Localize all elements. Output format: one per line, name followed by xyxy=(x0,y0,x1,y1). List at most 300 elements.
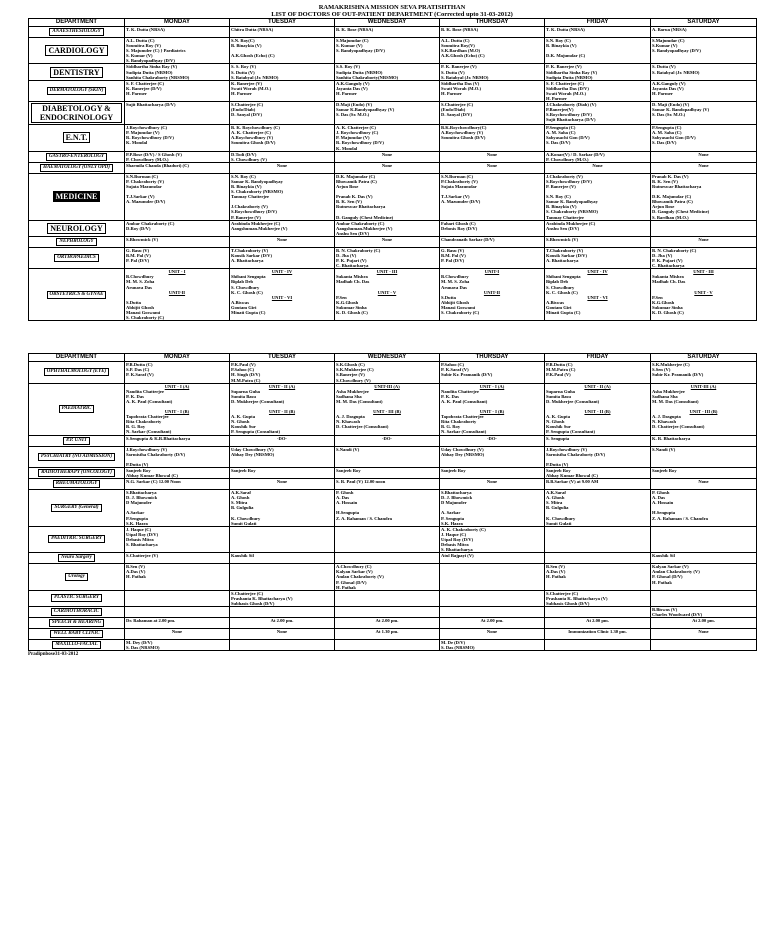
day-cell-thursday xyxy=(440,618,545,629)
doctor-line: Siddhartha Sinha Ray (V) xyxy=(546,69,598,75)
doctor-line: D. Mukherjee (Consultant) xyxy=(546,398,600,404)
doctor-line: N. Khawash xyxy=(336,419,360,425)
day-cell-saturday xyxy=(651,479,757,490)
doctor-line: Sukanta Mishra xyxy=(652,274,684,280)
doctor-line xyxy=(231,607,333,612)
doctor-line: A. Mazumder (D/V) xyxy=(126,199,166,205)
table-row xyxy=(29,173,757,220)
doctor-line: Debosis Roy (D/V) xyxy=(441,225,478,231)
doctor-line: H. Pathak xyxy=(336,584,356,590)
doctor-line: A. Ghosh xyxy=(231,495,250,501)
doctor-line: Tanmay Chatterjee xyxy=(231,194,269,200)
doctor-line: S.Bhattacharya xyxy=(126,490,157,496)
day-cell-thursday xyxy=(440,236,545,247)
day-cell-monday xyxy=(125,80,230,101)
day-cell-thursday xyxy=(440,490,545,527)
doctor-line: S. Dutta (V) xyxy=(652,64,676,70)
doctor-line: P.P.Bose (D/V) / S Ghosh (V) xyxy=(126,151,182,157)
doctor-line: S. Das (NRSMO) xyxy=(126,645,160,651)
doctor-line: UNIT - III xyxy=(376,269,398,275)
doctor-line xyxy=(336,591,438,596)
day-cell-thursday xyxy=(440,64,545,80)
day-cell-monday xyxy=(125,162,230,173)
doctor-line: Prashanta K. Bhattacharya (V) xyxy=(231,595,293,601)
day-cell-monday xyxy=(125,467,230,478)
day-cell-tuesday xyxy=(230,38,335,64)
doctor-line: S.K. Hazra xyxy=(441,520,463,526)
doctor-line: D.K. Majumdar (C) xyxy=(546,53,586,59)
day-cell-tuesday xyxy=(230,220,335,236)
doctor-line: UNIT-II xyxy=(168,289,186,295)
department-cell xyxy=(29,564,125,590)
day-cell-saturday xyxy=(651,640,757,651)
doctor-line: P. K.Saraf (V) xyxy=(126,372,154,378)
table-row xyxy=(29,38,757,64)
doctor-line: Subir Kr. Pramanik (D/V) xyxy=(652,372,704,378)
doctor-line: M. Dey (D/V) xyxy=(126,640,153,646)
day-cell-thursday xyxy=(440,162,545,173)
doctor-line: S.K.Mukherjee (C) xyxy=(652,362,690,368)
day-cell-saturday xyxy=(651,162,757,173)
day-cell-wednesday xyxy=(335,383,440,435)
doctor-line: Sanjeeb Roy xyxy=(441,467,466,473)
doctor-line: Sumit Gulati xyxy=(231,520,257,526)
day-cell-saturday xyxy=(651,80,757,101)
day-cell-tuesday xyxy=(230,162,335,173)
doctor-line: Aangshuman.Mukherjee (V) xyxy=(231,225,288,231)
day-cell-tuesday xyxy=(230,553,335,564)
day-cell-tuesday xyxy=(230,564,335,590)
doctor-line: Suparna Guha xyxy=(546,388,575,394)
day-cell-saturday xyxy=(651,64,757,80)
doctor-line: Kousik Sarkar (D/V) xyxy=(231,253,273,258)
doctor-line: Goutam Giri xyxy=(231,304,257,310)
table-row xyxy=(29,269,757,321)
doctor-line: A. Bhattacharya xyxy=(231,258,264,264)
doctor-line: S.Chatterjee (C) xyxy=(441,102,474,108)
doctor-line: Kalyan Sarkar (V) xyxy=(336,569,373,575)
day-cell-thursday xyxy=(440,435,545,446)
doctor-line: D.Maji (Endo) (V) xyxy=(336,102,373,108)
doctor-line: Manasi Goswami xyxy=(441,304,476,310)
day-cell-tuesday xyxy=(230,629,335,640)
doctor-line: P. Chakraborty (V) xyxy=(126,178,164,184)
day-cell-wednesday xyxy=(335,362,440,383)
doctor-line: S.P. Das (C) xyxy=(126,367,150,373)
doctor-line: P.K.Paul (V) xyxy=(231,362,256,368)
doctor-line: S. Chakraborty (NRSMO) xyxy=(546,209,598,215)
doctor-line: Minati Gupta (C) xyxy=(231,310,266,316)
doctor-line: B.B.Sarkar (V) at 9.00 AM xyxy=(546,479,599,485)
doctor-line: B. N. Chakraborty (C) xyxy=(336,247,381,253)
doctor-line: P.B.Dutta (C) xyxy=(126,362,153,368)
doctor-line: D. Jha (V) xyxy=(336,253,357,258)
day-cell-thursday xyxy=(440,362,545,383)
department-cell xyxy=(29,27,125,38)
day-cell-saturday xyxy=(651,564,757,590)
doctor-line: S. Chowdhury (V) xyxy=(231,156,267,162)
doctor-line: B. K. Sen (V) xyxy=(336,199,362,205)
doctor-line: Arabinda Mukherjee (C) xyxy=(231,220,281,226)
doctor-line: Siddhartha Sinha Ray (V) xyxy=(126,64,178,70)
department-label: ANAESTHESIOLOGY xyxy=(49,28,103,36)
doctor-line: M. M. S. Zoha xyxy=(441,279,470,285)
table-row xyxy=(29,435,757,446)
doctor-line: UNIT-I xyxy=(484,269,500,275)
doctor-line: At 1.30 pm. xyxy=(375,629,399,635)
doctor-line: Samar K. Bandopadhyay (V) xyxy=(652,107,710,113)
doctor-line: Kousik Sarkar (D/V) xyxy=(546,253,588,258)
day-cell-wednesday xyxy=(335,151,440,162)
table-row xyxy=(29,64,757,80)
doctor-line: J.Chakraborty (V) xyxy=(231,204,268,210)
day-cell-thursday xyxy=(440,467,545,478)
doctor-line: A. Bhattacharya xyxy=(546,258,579,264)
doctor-line: Arabinda Mukherjee (C) xyxy=(546,220,596,226)
doctor-line: N.G. Sarkar (C) 12.00 Noon xyxy=(126,479,181,485)
department-cell xyxy=(29,479,125,490)
doctor-line: P. Chowdhury (M.O.) xyxy=(126,156,169,162)
footer-note: Pradipnbose31-03-2012 xyxy=(28,652,79,658)
day-cell-monday xyxy=(125,362,230,383)
doctor-line: J.Roychowdhury (C) xyxy=(126,125,168,131)
doctor-line: -DO- xyxy=(277,435,287,441)
doctor-line xyxy=(336,553,438,558)
doctor-line: P.Sengupta (C) xyxy=(546,125,576,131)
doctor-line: Sarmistha Chakraborty (D/V) xyxy=(546,451,606,457)
doctor-line: Abhay Kumar Bhowal (C) xyxy=(546,473,598,478)
doctor-line: Prashanta K. Bhattacharya (V) xyxy=(546,595,608,601)
day-cell-tuesday xyxy=(230,435,335,446)
day-cell-thursday xyxy=(440,102,545,125)
doctor-line: A.K.Ganguly (V) xyxy=(652,80,686,86)
table-row xyxy=(29,162,757,173)
department-cell xyxy=(29,247,125,268)
doctor-line: A.K.Ghosh (Echo) (C) xyxy=(231,53,275,59)
doctor-line: Abhay Kumar Bhowal (C) xyxy=(126,473,178,478)
doctor-line: Kaushik Sil xyxy=(231,553,254,559)
doctor-line: D.Roy (D/V) xyxy=(126,225,151,231)
table-row xyxy=(29,618,757,629)
doctor-line: M. De (D/V) xyxy=(441,640,466,646)
column-header-friday: FRIDAY xyxy=(545,19,651,27)
column-header-monday: MONDAY xyxy=(125,354,230,362)
column-header-tuesday: TUESDAY xyxy=(230,354,335,362)
doctor-line: None xyxy=(698,162,709,168)
doctor-line: Uday Chowdhury (V) xyxy=(441,446,484,452)
doctor-line: A.K.Saraf xyxy=(231,490,251,496)
day-cell-wednesday xyxy=(335,629,440,640)
doctor-line: B. K. Sen (V) xyxy=(652,178,678,184)
doctor-line: Soumitra Roy (V) xyxy=(126,43,161,49)
day-cell-saturday xyxy=(651,446,757,467)
doctor-line: Swati Worah (M.O.) xyxy=(441,85,481,91)
day-cell-saturday xyxy=(651,236,757,247)
doctor-line: Sanjeeb Roy xyxy=(546,467,571,473)
department-cell xyxy=(29,236,125,247)
doctor-line xyxy=(336,429,438,434)
table-row xyxy=(29,553,757,564)
day-cell-friday xyxy=(545,606,651,617)
doctor-line: B.M. Pal (V) xyxy=(441,253,466,258)
doctor-line: B. Binaykia (V) xyxy=(231,43,262,49)
doctor-line: A. K. Paul (Consultant) xyxy=(441,398,488,404)
doctor-line: S.Nandi (V) xyxy=(336,446,360,452)
doctor-line: K. Chowdhury xyxy=(231,515,261,521)
doctor-line xyxy=(546,553,649,558)
day-cell-friday xyxy=(545,526,651,552)
doctor-line: N. Khawash xyxy=(652,419,676,425)
day-cell-monday xyxy=(125,151,230,162)
column-header-thursday: THURSDAY xyxy=(440,354,545,362)
doctor-line: A. K. Chakraborty (C) xyxy=(441,526,486,532)
day-cell-friday xyxy=(545,102,651,125)
doctor-line: K.G.Ghosh xyxy=(652,299,675,305)
day-cell-wednesday xyxy=(335,220,440,236)
day-cell-monday xyxy=(125,64,230,80)
day-cell-tuesday xyxy=(230,236,335,247)
doctor-line: A. Sarkar xyxy=(441,510,461,516)
day-cell-saturday xyxy=(651,618,757,629)
day-cell-saturday xyxy=(651,173,757,220)
doctor-line: A.K.Saraf xyxy=(546,490,566,496)
day-cell-saturday xyxy=(651,526,757,552)
doctor-line: P.B.Dutta (C) xyxy=(546,362,573,368)
doctor-line: A. Hossain xyxy=(336,500,358,506)
doctor-line: H. Pathak xyxy=(126,574,146,580)
doctor-line: None xyxy=(486,151,498,157)
column-header-saturday: SATURDAY xyxy=(651,354,757,362)
doctor-line: Debasis Mitra xyxy=(126,536,154,542)
doctor-line: T.J.Sarkar (V) xyxy=(126,194,155,200)
day-cell-monday xyxy=(125,590,230,606)
column-header-wednesday: WEDNESDAY xyxy=(335,19,440,27)
doctor-line: A.Sarkar xyxy=(126,510,145,516)
doctor-line: None xyxy=(381,236,393,242)
doctor-line: A. J. Dasgupta xyxy=(652,414,681,420)
day-cell-monday xyxy=(125,220,230,236)
doctor-line: S.Roychowdhury (D/V) xyxy=(546,112,592,118)
day-cell-tuesday xyxy=(230,526,335,552)
table-row xyxy=(29,220,757,236)
doctor-line: P. Banerjee (V) xyxy=(546,183,576,189)
day-cell-monday xyxy=(125,564,230,590)
department-label: P.P. UNIT xyxy=(63,437,90,445)
day-cell-monday xyxy=(125,27,230,38)
day-cell-friday xyxy=(545,151,651,162)
doctor-line: P. K. Pujari (V) xyxy=(652,258,683,264)
doctor-line xyxy=(231,527,333,532)
table-row xyxy=(29,383,757,435)
doctor-line: Sujit Bhattacharya (D/V) xyxy=(126,102,176,108)
doctor-line: S.Chowdhury (V) xyxy=(336,377,371,383)
day-cell-friday xyxy=(545,629,651,640)
doctor-line: Soumitra Ghosh (D/V) xyxy=(231,140,276,146)
doctor-line: P.Sen xyxy=(652,294,663,300)
day-cell-wednesday xyxy=(335,640,440,651)
day-cell-saturday xyxy=(651,247,757,268)
day-cell-thursday xyxy=(440,640,545,651)
day-cell-thursday xyxy=(440,125,545,151)
doctor-line: S. Bandyopadhyay (D/V) xyxy=(126,58,175,64)
doctor-line: K. Banerjee (D/V) xyxy=(126,85,162,91)
doctor-line: Dr. Rahaman at 2.00 pm. xyxy=(126,618,176,624)
doctor-line: Samar K. Bandyopadhyay xyxy=(546,199,598,205)
doctor-line xyxy=(126,607,228,612)
day-cell-wednesday xyxy=(335,173,440,220)
doctor-line: Abhijit Ghosh xyxy=(126,304,154,310)
day-cell-tuesday xyxy=(230,362,335,383)
doctor-line: B. Gulgulia xyxy=(546,505,569,511)
doctor-line: Biplab Deb xyxy=(231,279,254,285)
doctor-line: S.N. Roy (C) xyxy=(546,38,571,43)
doctor-line: M. M. Das (Consultant) xyxy=(652,398,699,404)
doctor-line: Sanjeeb Roy xyxy=(231,467,256,473)
column-header-department: DEPARTMENT xyxy=(29,19,125,27)
doctor-line: Atul Bajpayi (V) xyxy=(441,553,474,559)
doctor-line: UNIT - IV xyxy=(587,269,608,275)
department-cell xyxy=(29,173,125,220)
day-cell-thursday xyxy=(440,38,545,64)
doctor-line: S.N. Roy(C) xyxy=(231,38,255,43)
doctor-line: UNIT - VI xyxy=(587,294,608,300)
department-cell xyxy=(29,151,125,162)
doctor-line: S. Bandyopadhyay (D/V) xyxy=(336,48,385,54)
doctor-line xyxy=(441,607,543,612)
doctor-line: Soumitra Ghosh (D/V) xyxy=(441,135,486,141)
department-cell xyxy=(29,490,125,527)
doctor-line: R. Roychowdhury (D/V) xyxy=(336,140,384,146)
day-cell-saturday xyxy=(651,38,757,64)
doctor-line: Swati Worah (M.O.) xyxy=(231,85,271,91)
doctor-line: UNIT - II (A) xyxy=(268,383,296,389)
doctor-line: S.Majumdar (C) xyxy=(652,38,685,43)
doctor-line: Bhowamik Patra (C) xyxy=(336,178,377,184)
department-label: PSYCHIATRY (NO ADMISSION) xyxy=(38,453,115,461)
doctor-line: S. Majumder (C) } Paediatrics xyxy=(126,48,186,54)
doctor-line: Arjun Bose xyxy=(652,204,675,210)
doctor-line: None xyxy=(276,236,288,242)
department-label: ORTHOPAEDICS xyxy=(54,254,99,262)
doctor-line: A. Ghosh xyxy=(546,495,565,501)
doctor-line: P. Ghosh xyxy=(652,490,670,496)
department-cell xyxy=(29,269,125,321)
doctor-line xyxy=(441,564,543,569)
doctor-line: M. M. Das (Consultant) xyxy=(336,398,383,404)
doctor-line: D Majumder xyxy=(441,500,467,506)
doctor-line: UNIT - II (B) xyxy=(584,409,611,415)
day-cell-tuesday xyxy=(230,606,335,617)
doctor-line: None xyxy=(698,236,709,242)
doctor-line: B. Binaykia (V) xyxy=(231,183,262,189)
department-label: DENTISTRY xyxy=(50,67,102,78)
doctor-line: Utpal Roy (D/V) xyxy=(441,536,474,542)
doctor-line: Koushik Sur xyxy=(231,424,256,430)
doctor-line: P. K.Saraf (V) xyxy=(441,367,469,373)
doctor-line: S. Kumar (V) xyxy=(126,53,153,59)
day-cell-monday xyxy=(125,446,230,467)
doctor-line: Sadhana Sha xyxy=(336,393,362,399)
doctor-line: UNIT - III xyxy=(693,269,714,275)
doctor-line: Arunava Das xyxy=(126,284,152,290)
doctor-line: A. K. Gupta xyxy=(546,414,570,420)
doctor-line: P. Ghosh xyxy=(336,490,354,496)
day-cell-friday xyxy=(545,383,651,435)
doctor-line: B. G. Roy xyxy=(441,424,461,430)
table-row xyxy=(29,236,757,247)
day-cell-friday xyxy=(545,162,651,173)
doctor-line: Uday Chowdhury (V) xyxy=(231,446,274,452)
doctor-line: S.S. Roy (V) xyxy=(336,64,360,70)
column-header-friday: FRIDAY xyxy=(545,354,651,362)
doctor-line: P. Pal (D/V) xyxy=(441,258,465,264)
doctor-line: D.K. Majumdar (C) xyxy=(336,173,376,179)
department-cell xyxy=(29,467,125,478)
table-row xyxy=(29,590,757,606)
table-2-body xyxy=(29,362,757,651)
doctor-line: Sarmistha Chakraborty (D/V) xyxy=(126,451,186,457)
doctor-line: B. Gulgulia xyxy=(231,505,254,511)
doctor-line: A.Biswas xyxy=(231,299,249,305)
doctor-line: Sanjeeb Roy xyxy=(336,467,361,473)
doctor-line: Anshu Sen (D/V) xyxy=(546,225,580,231)
doctor-line: S. Chakraborty (C) xyxy=(441,310,480,316)
doctor-line: A. M. Saha (C) xyxy=(652,130,682,136)
department-cell xyxy=(29,125,125,151)
doctor-line: S.N.Burman (C) xyxy=(441,173,474,179)
doctor-line: Rutneswar Bhattacharya xyxy=(652,183,702,189)
doctor-line: Sujit Bhattacharya (D/V) xyxy=(546,117,596,123)
doctor-line: P.Sahoo (C) xyxy=(231,367,255,373)
department-cell xyxy=(29,362,125,383)
doctor-line: S.Chatterjee (V) xyxy=(126,553,159,559)
table-row xyxy=(29,629,757,640)
doctor-line: (Endo/Diab) xyxy=(441,107,466,113)
doctor-line: P. K. Das xyxy=(441,393,459,399)
doctor-line: None xyxy=(381,162,393,168)
department-label: WELL BABY CLINIC xyxy=(50,630,102,638)
day-cell-monday xyxy=(125,269,230,321)
doctor-line: At 2.00 pm. xyxy=(586,618,609,624)
doctor-line xyxy=(231,564,333,569)
doctor-line: K. R. Bhattacharya xyxy=(652,435,691,441)
department-label: Urology xyxy=(65,573,88,581)
doctor-line: None xyxy=(171,629,183,635)
doctor-line: B.Sen (V) xyxy=(126,564,145,570)
doctor-line: K. Chowdhury xyxy=(546,515,576,521)
day-cell-friday xyxy=(545,125,651,151)
doctor-line: D. J. Bhowmick xyxy=(126,495,158,501)
day-cell-monday xyxy=(125,629,230,640)
doctor-line: S. F. Chatterjee (C) xyxy=(546,80,584,86)
doctor-line: UNIT - V xyxy=(694,289,713,295)
doctor-line: Chandranath Sarkar (D/V) xyxy=(441,236,495,242)
day-cell-tuesday xyxy=(230,247,335,268)
day-cell-wednesday xyxy=(335,64,440,80)
doctor-line: A.Konar(V) / D. Sarkar (D/V) xyxy=(546,151,605,157)
day-cell-monday xyxy=(125,435,230,446)
day-cell-monday xyxy=(125,125,230,151)
table-row xyxy=(29,467,757,478)
doctor-line: A. Das xyxy=(336,495,350,501)
doctor-line: P. Sengupta (Consultant) xyxy=(231,429,280,435)
doctor-line: J. Haque (C) xyxy=(126,526,152,532)
column-header-wednesday: WEDNESDAY xyxy=(335,354,440,362)
doctor-line: A.L. Dutta (C) xyxy=(441,38,470,43)
doctor-line: Sujata Mazumdar xyxy=(126,183,162,189)
day-cell-tuesday xyxy=(230,80,335,101)
day-cell-saturday xyxy=(651,125,757,151)
